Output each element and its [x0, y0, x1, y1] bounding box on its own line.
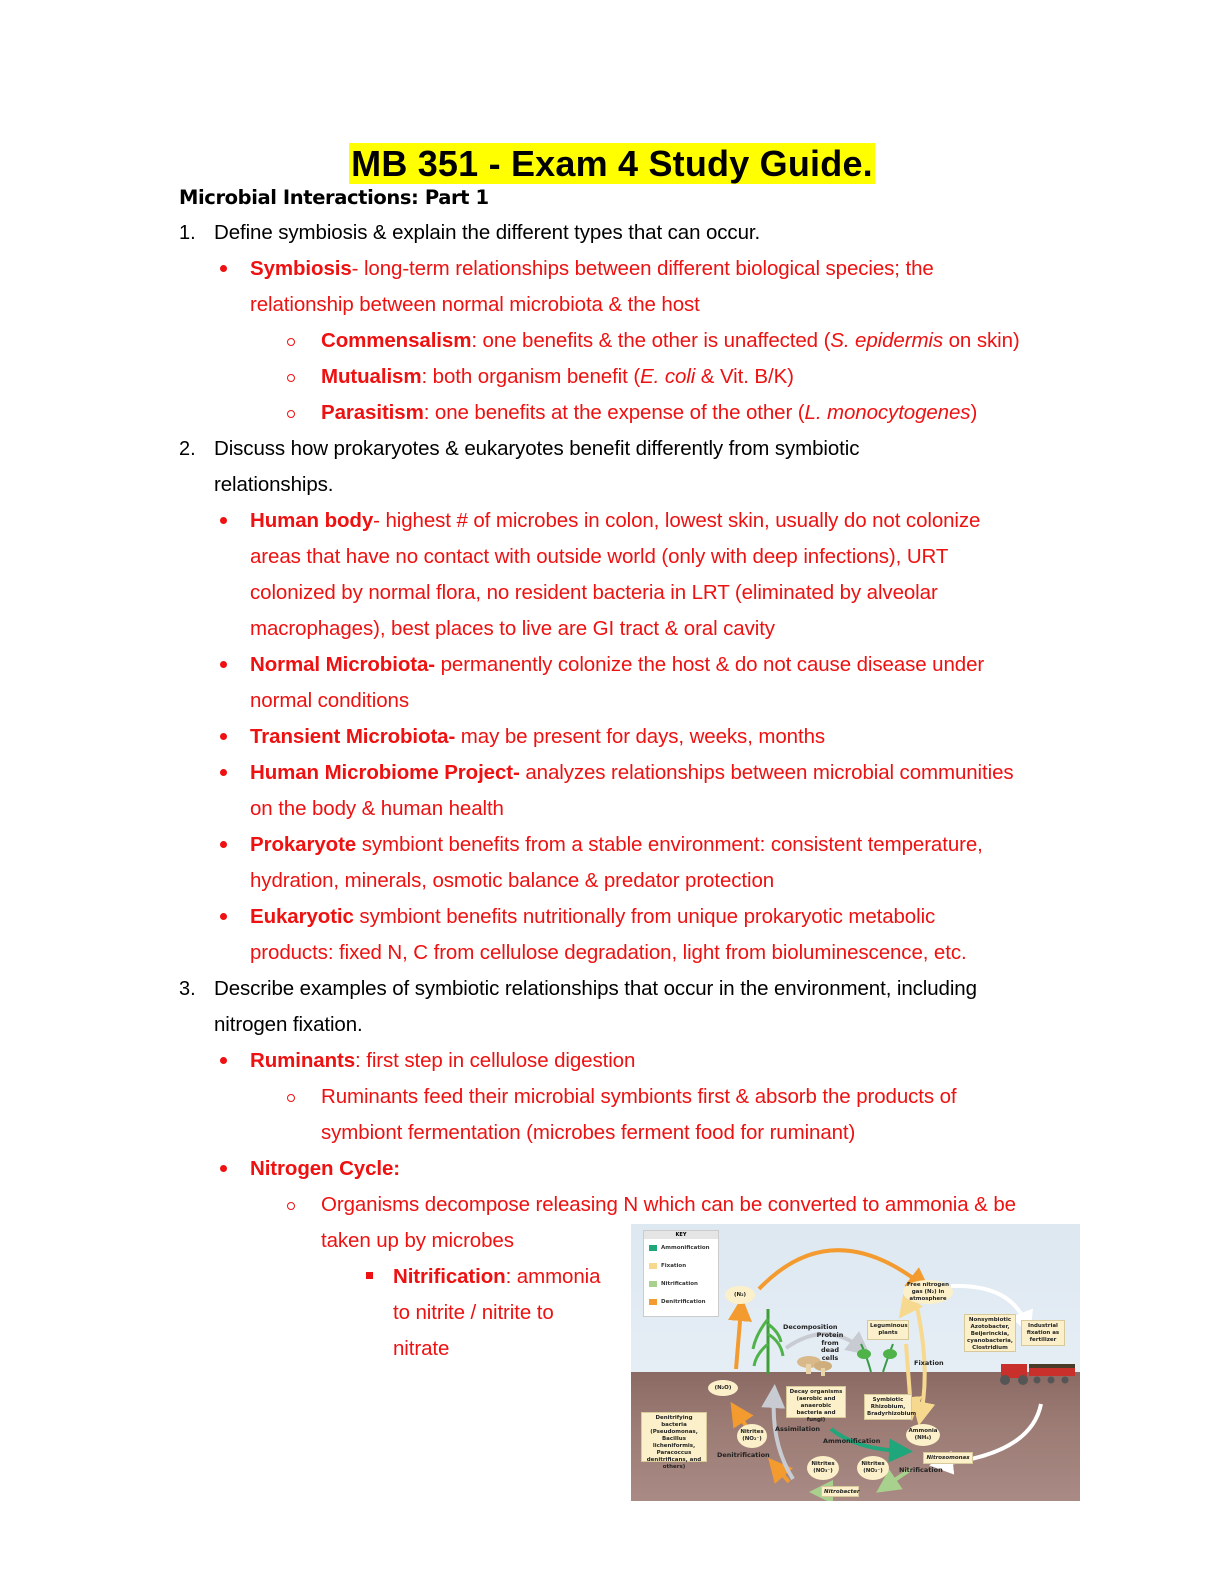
question-number: 2.	[179, 438, 196, 460]
hollow-bullet-icon	[287, 338, 295, 346]
ammonification-label: Ammonification	[823, 1437, 881, 1445]
key-title: KEY	[644, 1231, 718, 1239]
fixation-label: Fixation	[914, 1359, 944, 1367]
bullet-icon	[220, 265, 227, 272]
decomposition-label: Decomposition	[783, 1323, 838, 1331]
answer-line: areas that have no contact with outside world (only with deep infections), URT	[250, 545, 949, 568]
free-n2-oval: Free nitrogen gas (N₂) in atmosphere	[903, 1280, 953, 1304]
bullet-icon	[220, 733, 227, 740]
denitrification-label: Denitrification	[717, 1451, 770, 1459]
key-item-fixation: Fixation	[644, 1257, 718, 1275]
nitrobacter-box: Nitrobacter	[821, 1486, 859, 1497]
answer-line: Nitrogen Cycle:	[250, 1157, 400, 1180]
symbiotic-box: Symbiotic Rhizobium, Bradyrhizobium	[864, 1394, 912, 1420]
answer-subline: Organisms decompose releasing N which can be converted to ammonia & be	[321, 1193, 1016, 1216]
answer-line: Prokaryote symbiont benefits from a stable environment: consistent temperature,	[250, 833, 983, 856]
bullet-icon	[220, 913, 227, 920]
answer-line: products: fixed N, C from cellulose degradation, light from bioluminescence, etc.	[250, 941, 967, 964]
question-text: Discuss how prokaryotes & eukaryotes benefit differently from symbiotic	[214, 437, 860, 460]
answer-line: macrophages), best places to live are GI tract & oral cavity	[250, 617, 775, 640]
answer-line: Human body- highest # of microbes in colon, lowest skin, usually do not colonize	[250, 509, 981, 532]
key-item-ammonification: Ammonification	[644, 1239, 718, 1257]
nitrogen-cycle-figure	[631, 1224, 1080, 1501]
bullet-icon	[220, 841, 227, 848]
hollow-bullet-icon	[287, 410, 295, 418]
answer-line: colonized by normal flora, no resident bacteria in LRT (eliminated by alveolar	[250, 581, 938, 604]
nitrites-oval-right: Nitrites (NO₂⁻)	[857, 1456, 889, 1480]
nitrites-oval-mid: Nitrites (NO₃⁻)	[807, 1456, 839, 1480]
question-text: relationships.	[214, 473, 334, 496]
n2-oval: (N₂)	[725, 1286, 755, 1304]
question-number: 3.	[179, 978, 196, 1000]
answer-subsubline: nitrate	[393, 1337, 450, 1360]
square-bullet-icon	[366, 1272, 373, 1279]
nitrosomonas-box: Nitrosomonas	[923, 1452, 973, 1464]
bullet-icon	[220, 1165, 227, 1172]
swatch-icon	[649, 1299, 657, 1305]
swatch-icon	[649, 1263, 657, 1269]
protein-label: Protein from dead cells	[816, 1331, 844, 1362]
assimilation-label: Assimilation	[775, 1425, 821, 1433]
answer-subsubline: to nitrite / nitrite to	[393, 1301, 554, 1324]
answer-line: Ruminants: first step in cellulose digestion	[250, 1049, 636, 1072]
answer-line: Normal Microbiota- permanently colonize the host & do not cause disease under	[250, 653, 985, 676]
swatch-icon	[649, 1281, 657, 1287]
answer-line: Human Microbiome Project- analyzes relationships between microbial communities	[250, 761, 1014, 784]
answer-line: hydration, minerals, osmotic balance & predator protection	[250, 869, 775, 892]
question-text: Define symbiosis & explain the different types that can occur.	[214, 221, 761, 244]
answer-subline: taken up by microbes	[321, 1229, 514, 1252]
hollow-bullet-icon	[287, 1094, 295, 1102]
question-text: nitrogen fixation.	[214, 1013, 363, 1036]
swatch-icon	[649, 1245, 657, 1251]
answer-line: normal conditions	[250, 689, 409, 712]
leguminous-box: Leguminous plants	[867, 1320, 909, 1340]
answer-subline: Commensalism: one benefits & the other is unaffected (S. epidermis on skin)	[321, 329, 1020, 352]
answer-subline: Parasitism: one benefits at the expense of the other (L. monocytogenes)	[321, 401, 978, 424]
answer-subline: Ruminants feed their microbial symbionts first & absorb the products of	[321, 1085, 957, 1108]
decay-organisms-box: Decay organisms (aerobic and anaerobic bacteria and fungi)	[786, 1386, 846, 1418]
bullet-icon	[220, 661, 227, 668]
title-text: MB 351 - Exam 4 Study Guide.	[351, 143, 873, 184]
bullet-icon	[220, 517, 227, 524]
hollow-bullet-icon	[287, 374, 295, 382]
document-title	[0, 143, 1224, 185]
nonsymbiotic-box: Nonsymbiotic Azotobacter, Beijerinckia, cyanobacteria, Clostridium	[964, 1314, 1016, 1352]
nitrites-oval-left: Nitrites (NO₂⁻)	[737, 1424, 767, 1448]
figure-key	[643, 1230, 719, 1317]
answer-line: Eukaryotic symbiont benefits nutritionally from unique prokaryotic metabolic	[250, 905, 936, 928]
key-item-denitrification: Denitrification	[644, 1293, 718, 1311]
bullet-icon	[220, 1057, 227, 1064]
nitrification-label: Nitrification	[899, 1466, 943, 1474]
answer-line: Transient Microbiota- may be present for days, weeks, months	[250, 725, 826, 748]
answer-line: on the body & human health	[250, 797, 504, 820]
answer-line: Symbiosis- long-term relationships between different biological species; the	[250, 257, 934, 280]
ammonia-oval: Ammonia (NH₄)	[906, 1424, 940, 1446]
answer-line: relationship between normal microbiota & the host	[250, 293, 700, 316]
question-number: 1.	[179, 222, 196, 244]
hollow-bullet-icon	[287, 1202, 295, 1210]
answer-subline: symbiont fermentation (microbes ferment food for ruminant)	[321, 1121, 856, 1144]
section-heading: Microbial Interactions: Part 1	[179, 186, 489, 209]
industrial-box: Industrial fixation as fertilizer	[1021, 1320, 1065, 1346]
denitrifying-box: Denitrifying bacteria (Pseudomonas, Bacillus licheniformis, Paracoccus denitrificans, and others)	[641, 1412, 707, 1462]
question-text: Describe examples of symbiotic relationships that occur in the environment, including	[214, 977, 977, 1000]
answer-subline: Mutualism: both organism benefit (E. coli & Vit. B/K)	[321, 365, 794, 388]
bullet-icon	[220, 769, 227, 776]
n2o-oval: (N₂O)	[708, 1380, 738, 1396]
key-item-nitrification: Nitrification	[644, 1275, 718, 1293]
answer-subsubline: Nitrification: ammonia	[393, 1265, 601, 1288]
